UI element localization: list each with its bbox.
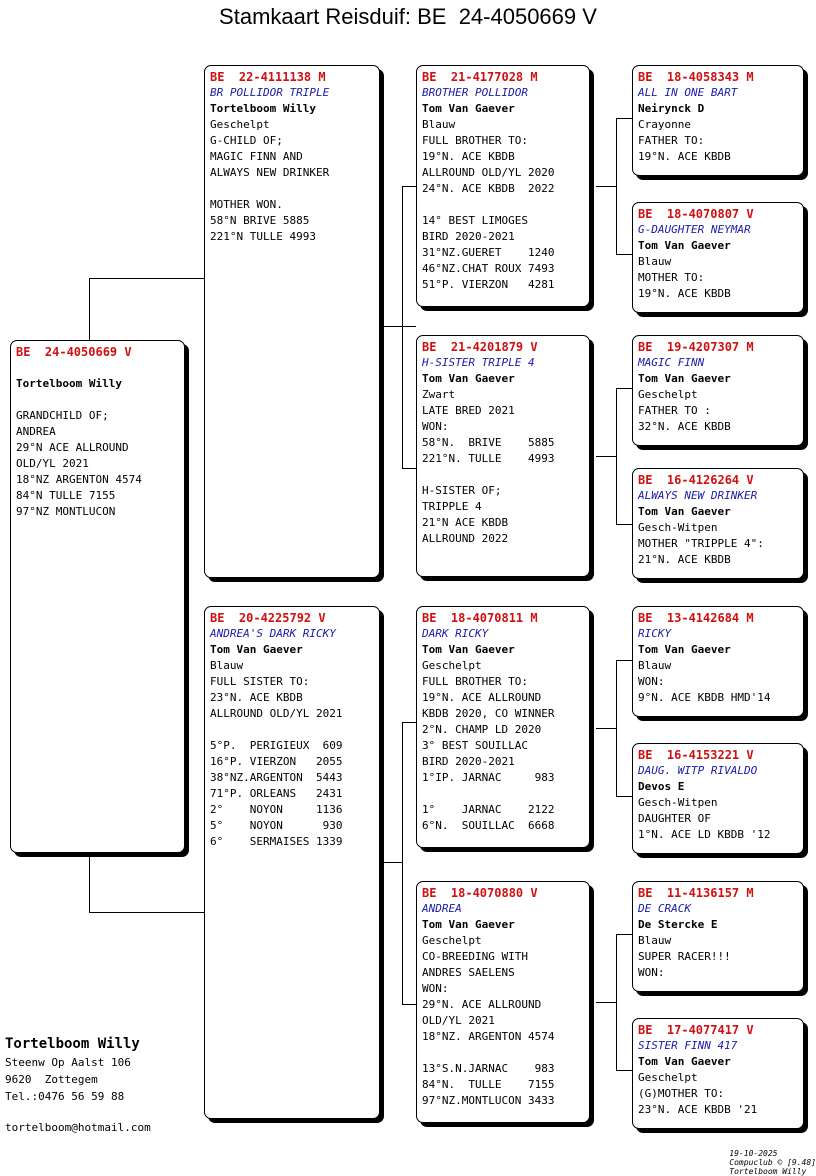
card-line: 58°N BRIVE 5885 xyxy=(210,214,310,227)
card-line: OLD/YL 2021 xyxy=(16,457,89,470)
owner-name: Tortelboom Willy xyxy=(16,377,122,390)
ring-number: BE 11-4136157 M xyxy=(638,886,754,900)
card-line: Gesch-Witpen xyxy=(638,796,718,809)
card-line: Gesch-Witpen xyxy=(638,521,718,534)
card-line: ALLROUND 2022 xyxy=(422,532,509,545)
card-line: 46°NZ.CHAT ROUX 7493 xyxy=(422,262,555,275)
ring-number: BE 18-4070811 M xyxy=(422,611,538,625)
pigeon-name: BR POLLIDOR TRIPLE xyxy=(210,86,330,99)
connector-mf-bottom xyxy=(616,796,632,797)
pigeon-card-mff xyxy=(632,606,804,717)
card-line xyxy=(210,181,379,197)
ring-number: BE 19-4207307 M xyxy=(638,340,754,354)
connector-father-ff xyxy=(402,186,416,187)
ring-number: BE 22-4111138 M xyxy=(210,70,326,84)
pigeon-name: DAUG. WITP RIVALDO xyxy=(638,764,758,777)
card-line: 84°N TULLE 7155 xyxy=(16,489,116,502)
owner-name: Tom Van Gaever xyxy=(638,1055,731,1068)
card-line: TRIPPLE 4 xyxy=(422,500,482,513)
card-line: 58°N. BRIVE 5885 xyxy=(422,436,555,449)
pigeon-card-fmf xyxy=(632,335,804,446)
connector-subject-parents xyxy=(89,278,90,340)
card-line: 2°N. CHAMP LD 2020 xyxy=(422,723,542,736)
owner-name: Tortelboom Willy xyxy=(210,102,316,115)
owner-name: Tom Van Gaever xyxy=(638,505,731,518)
owner-name: Tom Van Gaever xyxy=(422,643,515,656)
card-line xyxy=(210,722,379,738)
pigeon-name: H-SISTER TRIPLE 4 xyxy=(422,356,535,369)
card-line: Blauw xyxy=(638,255,672,268)
card-line xyxy=(422,1045,589,1061)
breeder-info xyxy=(5,1034,151,1136)
breeder-email[interactable]: tortelboom@hotmail.com xyxy=(5,1121,151,1134)
card-line: ALLROUND OLD/YL 2020 xyxy=(422,166,555,179)
card-line: 97°NZ MONTLUCON xyxy=(16,505,116,518)
card-line: 18°NZ ARGENTON 4574 xyxy=(16,473,142,486)
ring-number: BE 18-4070880 V xyxy=(422,886,538,900)
ring-number: BE 21-4177028 M xyxy=(422,70,538,84)
ring-number: BE 16-4153221 V xyxy=(638,748,754,762)
pigeon-card-mf xyxy=(416,606,590,848)
card-line: 19°N. ACE KBDB xyxy=(638,287,731,300)
connector-ff-stem xyxy=(596,186,616,187)
card-line: 97°NZ.MONTLUCON 3433 xyxy=(422,1094,555,1107)
card-line: 84°N. TULLE 7155 xyxy=(422,1078,555,1091)
card-line: LATE BRED 2021 xyxy=(422,404,515,417)
card-line: FULL BROTHER TO: xyxy=(422,134,528,147)
card-line: 221°N TULLE 4993 xyxy=(210,230,316,243)
connector-mm-bottom xyxy=(616,1070,632,1071)
card-line: 3° BEST SOUILLAC xyxy=(422,739,528,752)
card-line: KBDB 2020, CO WINNER xyxy=(422,707,555,720)
card-line: 32°N. ACE KBDB xyxy=(638,420,731,433)
card-line: 14° BEST LIMOGES xyxy=(422,214,528,227)
card-line: WON: xyxy=(422,982,449,995)
connector-subject-mother xyxy=(89,850,90,912)
card-line: 38°NZ.ARGENTON 5443 xyxy=(210,771,343,784)
connector-father-vertical xyxy=(402,186,403,468)
connector-mf-stem xyxy=(596,728,616,729)
card-line: Geschelpt xyxy=(422,659,482,672)
card-line: FULL BROTHER TO: xyxy=(422,675,528,688)
pigeon-name: G-DAUGHTER NEYMAR xyxy=(638,223,751,236)
pigeon-card-fm xyxy=(416,335,590,577)
pigeon-card-fmm xyxy=(632,468,804,579)
page-title: Stamkaart Reisduif: BE 24-4050669 V xyxy=(219,4,597,29)
connector-mm-vertical xyxy=(616,934,617,1070)
card-line: 13°S.N.JARNAC 983 xyxy=(422,1062,555,1075)
connector-father-fm xyxy=(402,468,416,469)
pigeon-name: RICKY xyxy=(638,627,672,640)
owner-name: Tom Van Gaever xyxy=(422,102,515,115)
card-line: 71°P. ORLEANS 2431 xyxy=(210,787,343,800)
card-line: MAGIC FINN AND xyxy=(210,150,303,163)
connector-mother-mm xyxy=(402,1004,416,1005)
pigeon-name: SISTER FINN 417 xyxy=(638,1039,738,1052)
ring-number: BE 18-4058343 M xyxy=(638,70,754,84)
card-line: ALLROUND OLD/YL 2021 xyxy=(210,707,343,720)
card-line xyxy=(422,467,589,483)
card-line: GRANDCHILD OF; xyxy=(16,409,109,422)
pigeon-name: DE CRACK xyxy=(638,902,691,915)
card-line: FULL SISTER TO: xyxy=(210,675,310,688)
owner-name: Tom Van Gaever xyxy=(638,239,731,252)
connector-subject-mother-h xyxy=(89,912,204,913)
card-line: ANDREA xyxy=(16,425,56,438)
card-line: 24°N. ACE KBDB 2022 xyxy=(422,182,555,195)
footer-software: Compuclub © [9.48] xyxy=(729,1158,816,1167)
card-line xyxy=(16,360,184,376)
pigeon-name: BROTHER POLLIDOR xyxy=(422,86,528,99)
pigeon-name: ALL IN ONE BART xyxy=(638,86,738,99)
connector-mother-vertical xyxy=(402,722,403,1004)
connector-mother-stem xyxy=(380,862,402,863)
card-line: OLD/YL 2021 xyxy=(422,1014,495,1027)
ring-number: BE 16-4126264 V xyxy=(638,473,754,487)
card-line: 5°P. PERIGIEUX 609 xyxy=(210,739,343,752)
connector-fm-bottom xyxy=(616,524,632,525)
card-line: Crayonne xyxy=(638,118,691,131)
connector-subject-father xyxy=(89,278,204,279)
ring-number: BE 18-4070807 V xyxy=(638,207,754,221)
card-line: Blauw xyxy=(638,934,672,947)
card-line: 9°N. ACE KBDB HMD'14 xyxy=(638,691,771,704)
breeder-name: Tortelboom Willy xyxy=(5,1036,140,1052)
card-line: 5° NOYON 930 xyxy=(210,819,343,832)
pigeon-name: ALWAYS NEW DRINKER xyxy=(638,489,758,502)
pigeon-card-mm xyxy=(416,881,590,1123)
pigeon-card-mother xyxy=(204,606,380,1119)
card-line: 6° SERMAISES 1339 xyxy=(210,835,343,848)
card-line: WON: xyxy=(638,675,665,688)
card-line: WON: xyxy=(638,966,665,979)
card-line: Geschelpt xyxy=(638,388,698,401)
card-line: (G)MOTHER TO: xyxy=(638,1087,725,1100)
pigeon-card-subject xyxy=(10,340,185,853)
ring-number: BE 21-4201879 V xyxy=(422,340,538,354)
owner-name: Tom Van Gaever xyxy=(422,918,515,931)
connector-fm-top xyxy=(616,388,632,389)
card-line: 23°N. ACE KBDB xyxy=(210,691,303,704)
pigeon-name: DARK RICKY xyxy=(422,627,489,640)
card-line: BIRD 2020-2021 xyxy=(422,230,515,243)
connector-mother-mf xyxy=(402,722,416,723)
card-line xyxy=(422,197,589,213)
card-line: 16°P. VIERZON 2055 xyxy=(210,755,343,768)
footer-date: 19-10-2025 xyxy=(729,1149,778,1158)
breeder-phone: Tel.:0476 56 59 88 xyxy=(5,1090,125,1103)
card-line xyxy=(422,786,589,802)
pigeon-card-fff xyxy=(632,65,804,176)
card-line: 21°N ACE KBDB xyxy=(422,516,509,529)
footer-owner: Tortelboom Willy xyxy=(729,1167,807,1176)
pigeon-card-ff xyxy=(416,65,590,307)
card-line: WON: xyxy=(422,420,449,433)
card-line: 51°P. VIERZON 4281 xyxy=(422,278,555,291)
owner-name: Devos E xyxy=(638,780,685,793)
card-line: 19°N. ACE ALLROUND xyxy=(422,691,542,704)
owner-name: Tom Van Gaever xyxy=(638,643,731,656)
card-line: FATHER TO : xyxy=(638,404,711,417)
card-line: Blauw xyxy=(638,659,672,672)
ring-number: BE 13-4142684 M xyxy=(638,611,754,625)
breeder-city: 9620 Zottegem xyxy=(5,1073,98,1086)
card-line: MOTHER WON. xyxy=(210,198,283,211)
connector-fm-stem xyxy=(596,456,616,457)
ring-number: BE 24-4050669 V xyxy=(16,345,132,359)
card-line: Geschelpt xyxy=(638,1071,698,1084)
card-line: MOTHER TO: xyxy=(638,271,705,284)
card-line: Blauw xyxy=(422,118,456,131)
pigeon-name: ANDREA'S DARK RICKY xyxy=(210,627,336,640)
card-line: 19°N. ACE KBDB xyxy=(638,150,731,163)
connector-ff-vertical xyxy=(616,118,617,254)
footer xyxy=(714,1140,816,1176)
connector-fm-vertical xyxy=(616,388,617,524)
card-line: 19°N. ACE KBDB xyxy=(422,150,515,163)
card-line: CO-BREEDING WITH xyxy=(422,950,528,963)
card-line: 1°N. ACE LD KBDB '12 xyxy=(638,828,771,841)
card-line: 6°N. SOUILLAC 6668 xyxy=(422,819,555,832)
card-line: ANDRES SAELENS xyxy=(422,966,515,979)
card-line: 29°N. ACE ALLROUND xyxy=(422,998,542,1011)
connector-mm-top xyxy=(616,934,632,935)
pigeon-card-mmf xyxy=(632,881,804,992)
card-line: H-SISTER OF; xyxy=(422,484,502,497)
card-line: G-CHILD OF; xyxy=(210,134,283,147)
card-line: Geschelpt xyxy=(210,118,270,131)
owner-name: Tom Van Gaever xyxy=(638,372,731,385)
card-line: 18°NZ. ARGENTON 4574 xyxy=(422,1030,555,1043)
connector-father-stem xyxy=(380,326,416,327)
owner-name: Tom Van Gaever xyxy=(422,372,515,385)
card-line: FATHER TO: xyxy=(638,134,705,147)
card-line: ALWAYS NEW DRINKER xyxy=(210,166,330,179)
card-line: BIRD 2020-2021 xyxy=(422,755,515,768)
breeder-address: Steenw Op Aalst 106 xyxy=(5,1056,131,1069)
card-line: DAUGHTER OF xyxy=(638,812,711,825)
card-line: Geschelpt xyxy=(422,934,482,947)
card-line: 221°N. TULLE 4993 xyxy=(422,452,555,465)
card-line: 1° JARNAC 2122 xyxy=(422,803,555,816)
pigeon-card-ffm xyxy=(632,202,804,313)
pigeon-card-father xyxy=(204,65,380,578)
card-line: SUPER RACER!!! xyxy=(638,950,731,963)
card-line: 1°IP. JARNAC 983 xyxy=(422,771,555,784)
connector-ff-bottom xyxy=(616,254,632,255)
card-line: 29°N ACE ALLROUND xyxy=(16,441,129,454)
pigeon-card-mfm xyxy=(632,743,804,854)
card-line: Blauw xyxy=(210,659,244,672)
owner-name: Neirynck D xyxy=(638,102,705,115)
ring-number: BE 17-4077417 V xyxy=(638,1023,754,1037)
owner-name: De Stercke E xyxy=(638,918,718,931)
card-line: Zwart xyxy=(422,388,456,401)
ring-number: BE 20-4225792 V xyxy=(210,611,326,625)
owner-name: Tom Van Gaever xyxy=(210,643,303,656)
card-line: 21°N. ACE KBDB xyxy=(638,553,731,566)
connector-mf-top xyxy=(616,660,632,661)
card-line: 2° NOYON 1136 xyxy=(210,803,343,816)
card-line: MOTHER "TRIPPLE 4": xyxy=(638,537,764,550)
connector-mm-stem xyxy=(596,1002,616,1003)
pigeon-card-mmm xyxy=(632,1018,804,1129)
pigeon-name: MAGIC FINN xyxy=(638,356,705,369)
card-line: 23°N. ACE KBDB '21 xyxy=(638,1103,758,1116)
card-line: 31°NZ.GUERET 1240 xyxy=(422,246,555,259)
connector-mf-vertical xyxy=(616,660,617,796)
connector-ff-top xyxy=(616,118,632,119)
card-line xyxy=(16,392,184,408)
pigeon-name: ANDREA xyxy=(422,902,462,915)
